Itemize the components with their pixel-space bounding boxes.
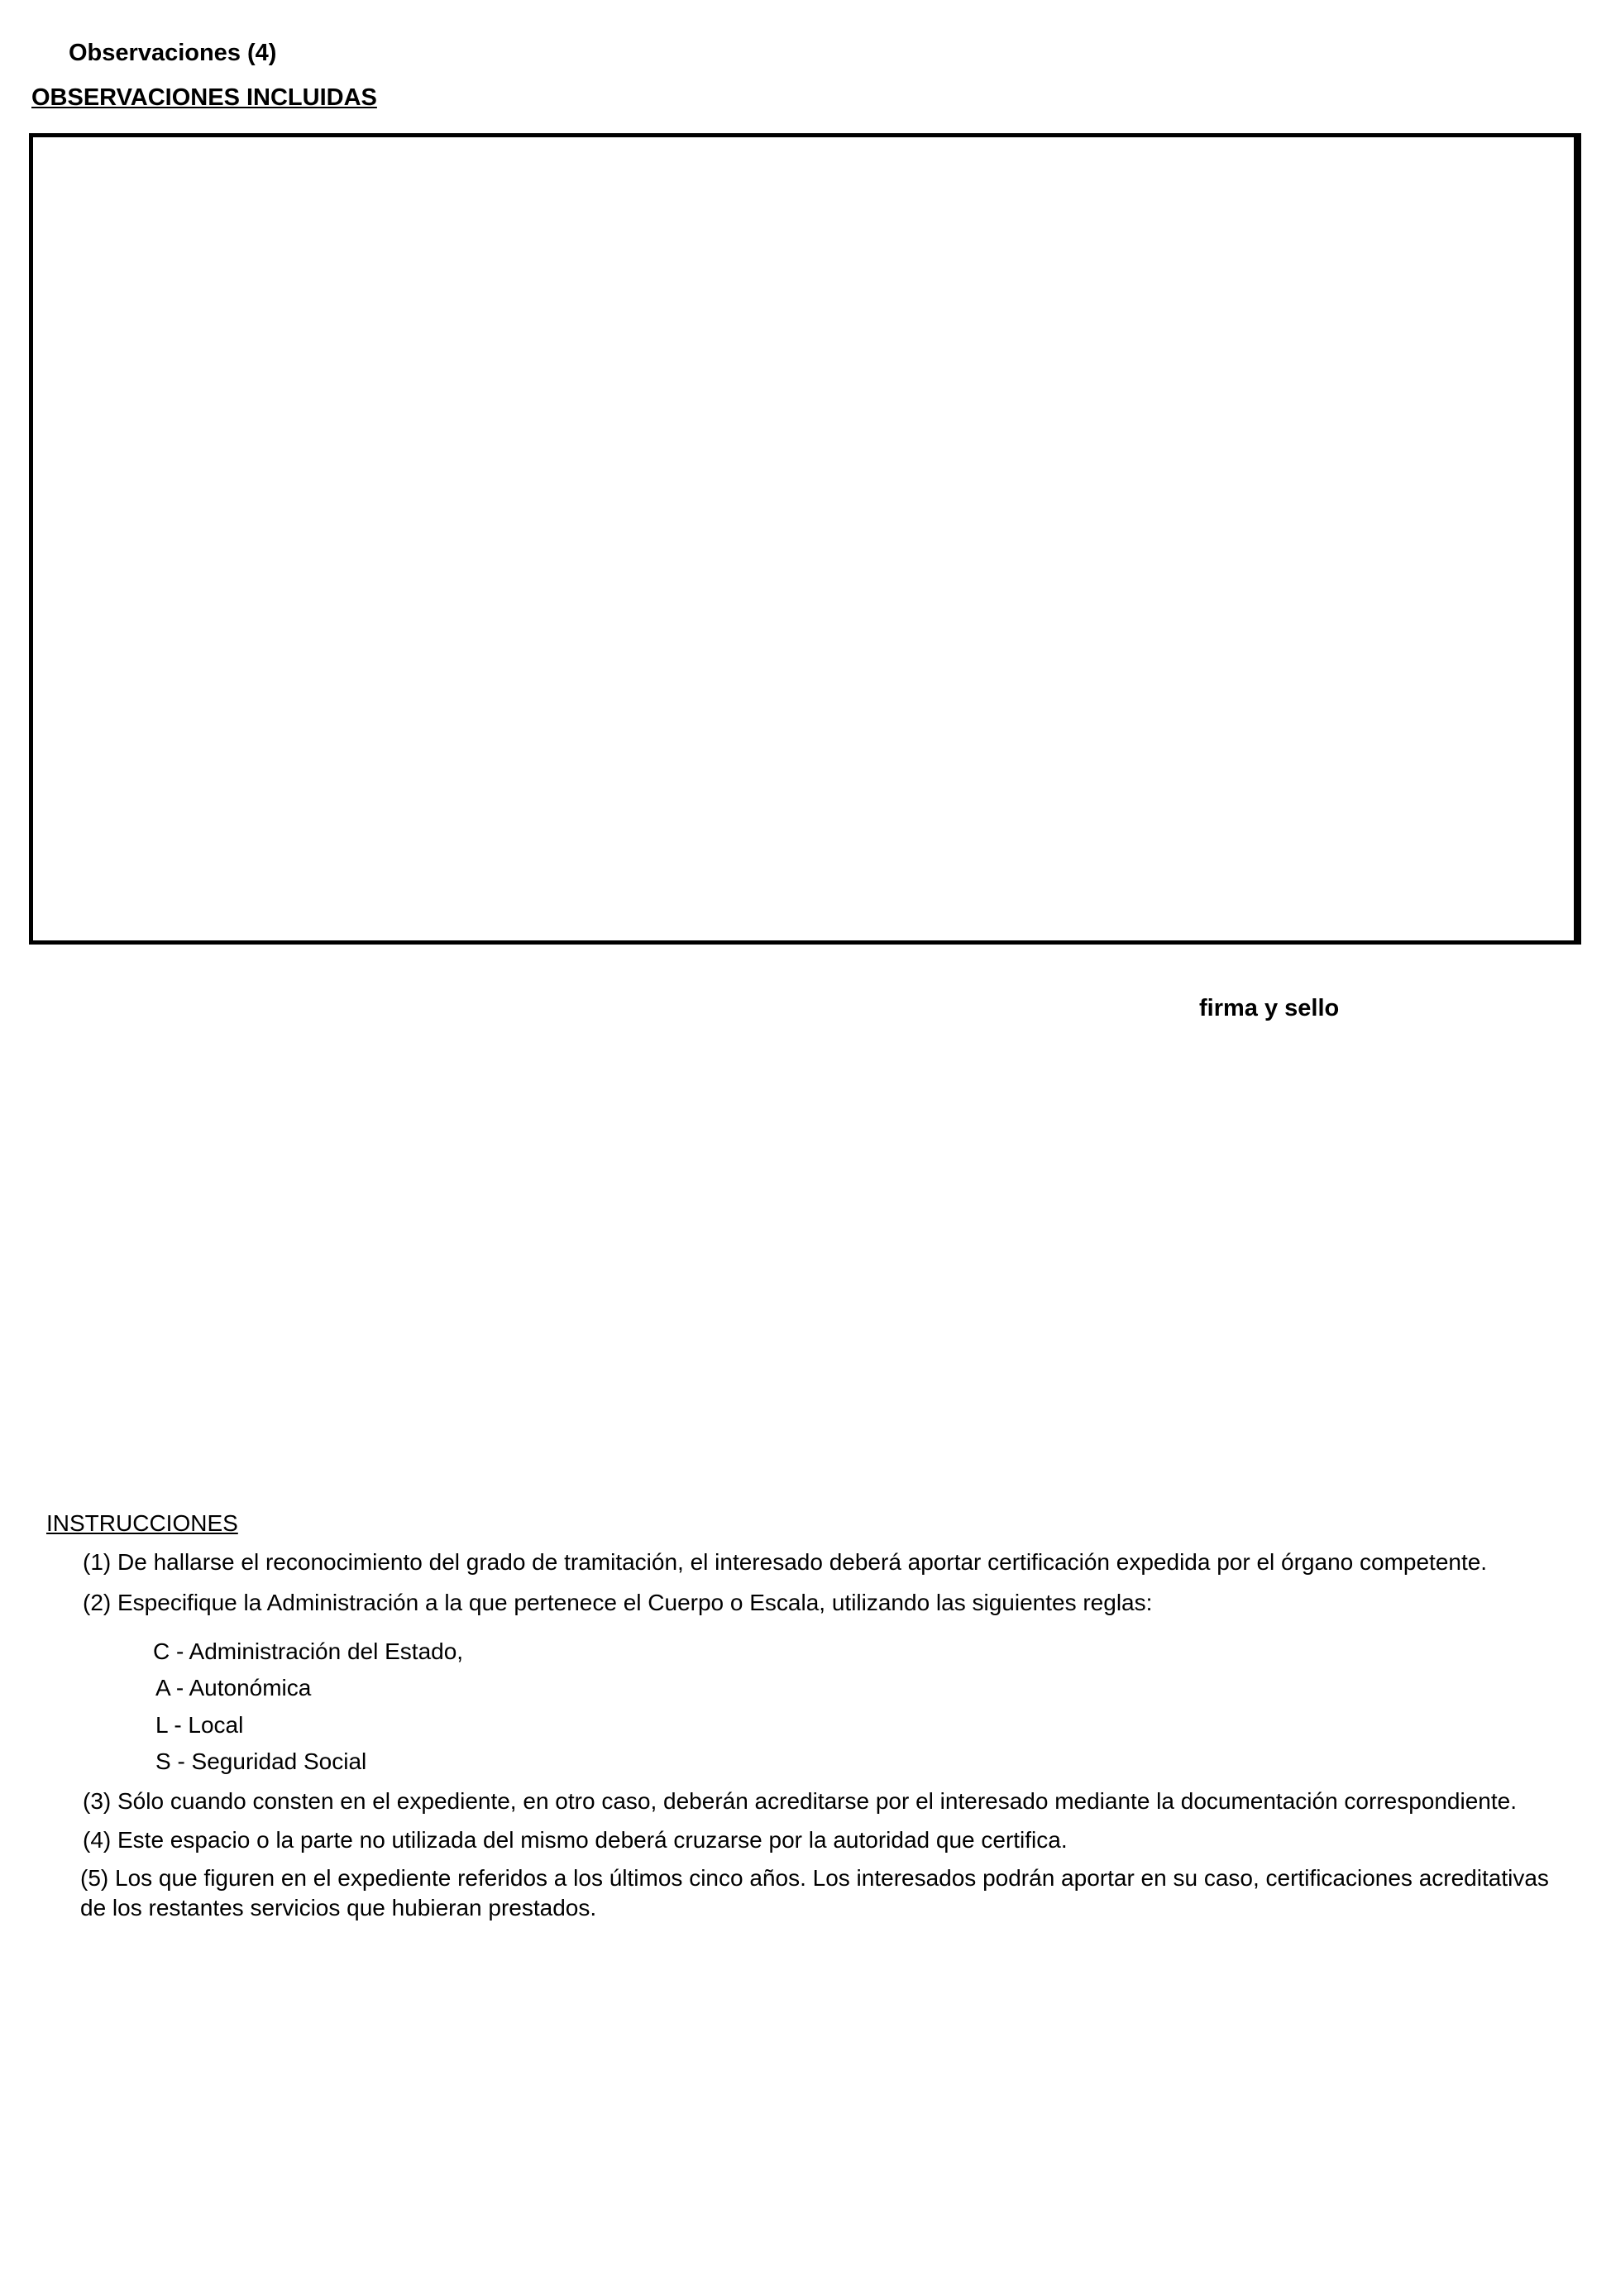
rule-local: L - Local [155, 1712, 244, 1738]
instruction-item-4: (4) Este espacio o la parte no utilizada del mismo deberá cruzarse por la autoridad que certifica. [83, 1827, 1068, 1853]
rule-administracion-estado: C - Administración del Estado, [153, 1638, 464, 1664]
rule-autonomica: A - Autonómica [155, 1675, 312, 1700]
instruction-item-5: (5) Los que figuren en el expediente referidos a los últimos cinco años. Los interesados podrán aportar en su caso, certificaciones acreditativas de los restantes servicios que hubieran prestados. [80, 1865, 1549, 1921]
observaciones-box[interactable] [29, 133, 1581, 945]
instruction-item-3: (3) Sólo cuando consten en el expediente, en otro caso, deberán acreditarse por el interesado mediante la documentación correspondiente. [83, 1788, 1518, 1814]
observaciones-incluidas-label: OBSERVACIONES INCLUIDAS [31, 84, 377, 111]
instruction-item-1: (1) De hallarse el reconocimiento del grado de tramitación, el interesado deberá aportar certificación expedida por el órgano competente. [83, 1549, 1488, 1575]
rule-seguridad-social: S - Seguridad Social [155, 1748, 367, 1774]
instruction-item-2: (2) Especifique la Administración a la que pertenece el Cuerpo o Escala, utilizando las siguientes reglas: [83, 1590, 1153, 1615]
firma-y-sello-label: firma y sello [1199, 995, 1340, 1021]
instrucciones-title: INSTRUCCIONES [46, 1510, 238, 1536]
observaciones-heading: Observaciones (4) [69, 40, 277, 66]
